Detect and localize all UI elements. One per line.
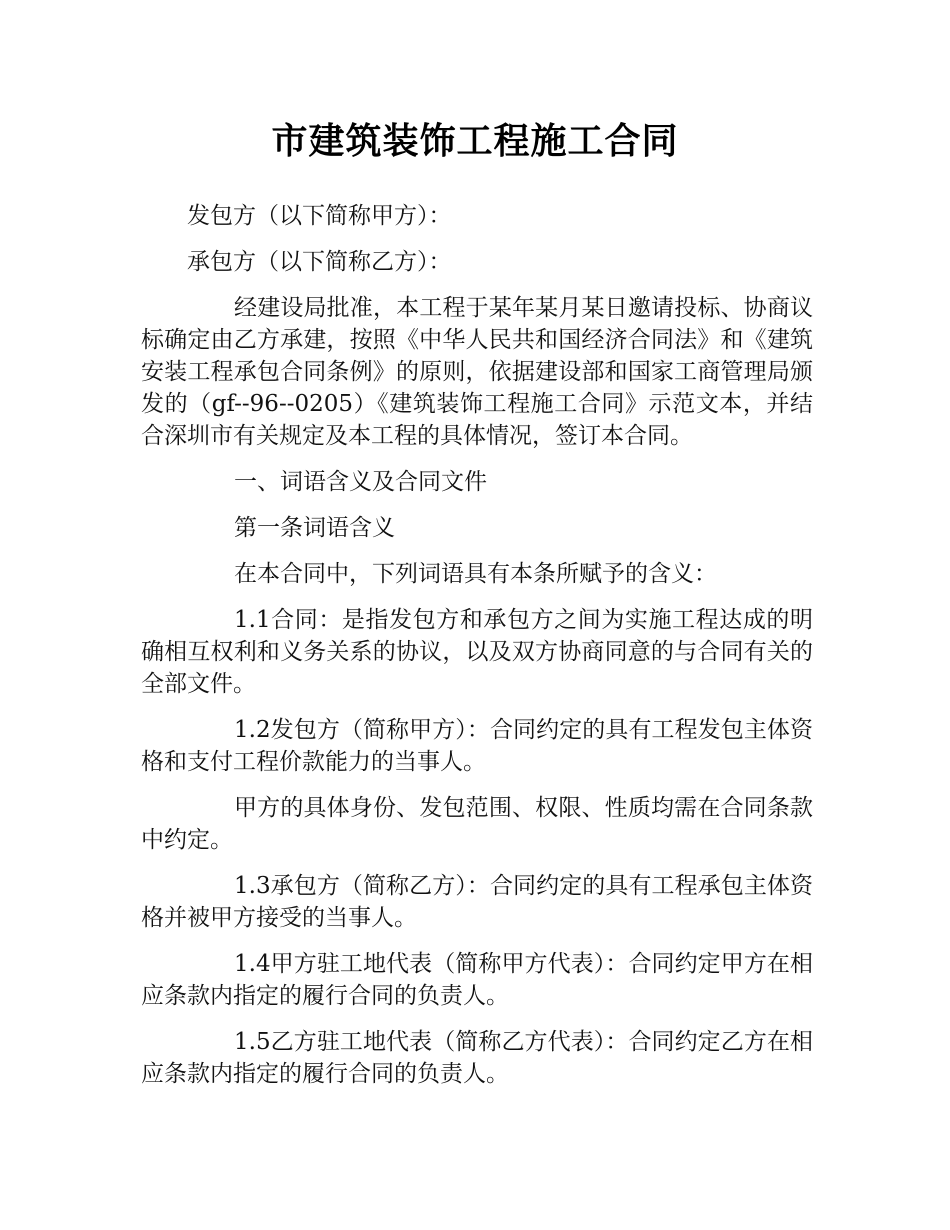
clause-1-3: 1.3承包方（简称乙方）：合同约定的具有工程承包主体资格并被甲方接受的当事人。	[141, 873, 813, 931]
definitions-intro: 在本合同中，下列词语具有本条所赋予的含义：	[234, 561, 717, 587]
clause-1-2-note: 甲方的具体身份、发包范围、权限、性质均需在合同条款中约定。	[141, 795, 813, 853]
party-b-line: 承包方（以下简称乙方）：	[187, 249, 452, 275]
clause-1-2: 1.2发包方（简称甲方）：合同约定的具有工程发包主体资格和支付工程价款能力的当事人。	[141, 717, 813, 775]
party-a-line: 发包方（以下简称甲方）：	[187, 203, 452, 229]
section-heading: 一、词语含义及合同文件	[234, 469, 487, 495]
document-title: 市建筑装饰工程施工合同	[271, 121, 679, 162]
article-heading: 第一条词语含义	[234, 515, 395, 541]
clause-1-4: 1.4甲方驻工地代表（简称甲方代表）：合同约定甲方在相应条款内指定的履行合同的负责人。	[141, 951, 813, 1009]
document-body	[141, 200, 813, 1104]
clause-1-5: 1.5乙方驻工地代表（简称乙方代表）：合同约定乙方在相应条款内指定的履行合同的负责人。	[141, 1029, 813, 1087]
clause-1-1: 1.1合同：是指发包方和承包方之间为实施工程达成的明确相互权利和义务关系的协议，以及双方协商同意的与合同有关的全部文件。	[141, 607, 813, 697]
preamble-paragraph: 经建设局批准，本工程于某年某月某日邀请投标、协商议标确定由乙方承建，按照《中华人民共和国经济合同法》和《建筑安装工程承包合同条例》的原则，依据建设部和国家工商管理局颁发的（gf--96--0205）《建筑装饰工程施工合同》示范文本，并结合深圳市有关规定及本工程的具体情况，签订本合同。	[141, 295, 813, 449]
